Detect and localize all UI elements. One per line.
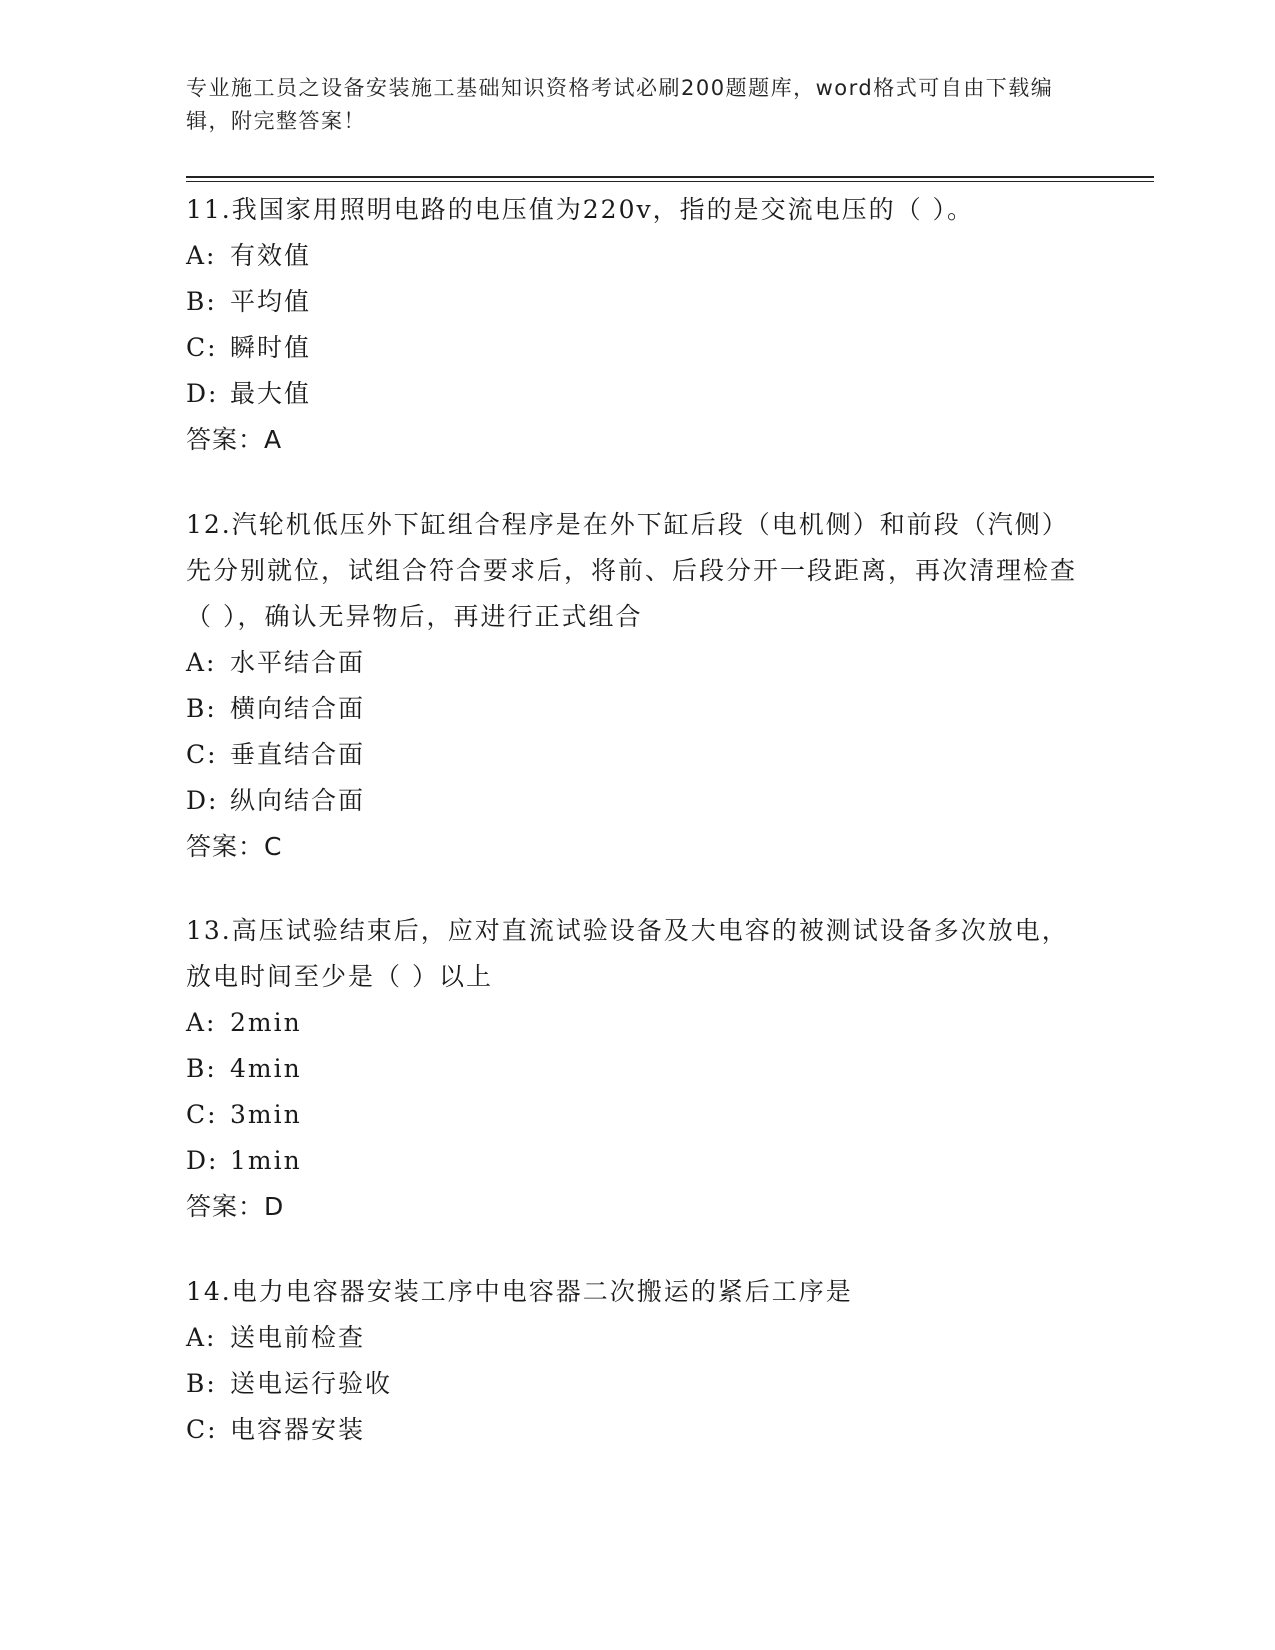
question-stem: 12.汽轮机低压外下缸组合程序是在外下缸后段（电机侧）和前段（汽侧）先分别就位，试组合符合要求后，将前、后段分开一段距离，再次清理检查（ ），确认无异物后，再进行正式组合 bbox=[186, 510, 1078, 631]
option-letter: C: bbox=[186, 1100, 218, 1129]
option-d bbox=[186, 1138, 1086, 1184]
option-letter: A: bbox=[186, 241, 217, 270]
question-stem: 14.电力电容器安装工序中电容器二次搬运的紧后工序是 bbox=[186, 1277, 853, 1306]
option-b bbox=[186, 1046, 1086, 1092]
option-letter: D: bbox=[186, 1146, 219, 1175]
option-text: 有效值 bbox=[230, 241, 312, 270]
option-text: 电容器安装 bbox=[230, 1415, 366, 1444]
option-c bbox=[186, 325, 1086, 371]
question-11 bbox=[186, 187, 1086, 463]
option-letter: C: bbox=[186, 333, 218, 362]
option-text: 3min bbox=[230, 1100, 302, 1129]
option-a bbox=[186, 1000, 1086, 1046]
option-letter: B: bbox=[186, 1054, 217, 1083]
option-c bbox=[186, 1092, 1086, 1138]
answer-label: 答案：C bbox=[186, 832, 283, 861]
header-divider-thick bbox=[186, 176, 1154, 178]
option-letter: A: bbox=[186, 648, 217, 677]
option-letter: B: bbox=[186, 287, 217, 316]
option-text: 垂直结合面 bbox=[230, 740, 366, 769]
option-text: 4min bbox=[230, 1054, 302, 1083]
option-a bbox=[186, 1315, 1086, 1361]
option-letter: C: bbox=[186, 740, 218, 769]
option-b bbox=[186, 279, 1086, 325]
option-c bbox=[186, 1407, 1086, 1453]
option-text: 最大值 bbox=[230, 379, 312, 408]
option-b bbox=[186, 686, 1086, 732]
option-b bbox=[186, 1361, 1086, 1407]
option-text: 平均值 bbox=[230, 287, 312, 316]
option-a bbox=[186, 640, 1086, 686]
option-text: 横向结合面 bbox=[230, 694, 366, 723]
answer-label: 答案：D bbox=[186, 1192, 285, 1221]
header-divider-thin bbox=[186, 181, 1154, 182]
option-letter: A: bbox=[186, 1008, 217, 1037]
option-c bbox=[186, 732, 1086, 778]
option-text: 送电前检查 bbox=[230, 1323, 366, 1352]
option-text: 水平结合面 bbox=[230, 648, 366, 677]
question-12 bbox=[186, 502, 1086, 870]
option-letter: C: bbox=[186, 1415, 218, 1444]
option-text: 纵向结合面 bbox=[230, 786, 366, 815]
option-letter: D: bbox=[186, 786, 219, 815]
option-text: 送电运行验收 bbox=[230, 1369, 393, 1398]
option-letter: D: bbox=[186, 379, 219, 408]
answer-label: 答案：A bbox=[186, 425, 283, 454]
option-letter: B: bbox=[186, 1369, 217, 1398]
option-text: 1min bbox=[230, 1146, 302, 1175]
question-stem: 13.高压试验结束后，应对直流试验设备及大电容的被测试设备多次放电，放电时间至少是（ ）以上 bbox=[186, 916, 1069, 991]
option-text: 瞬时值 bbox=[230, 333, 312, 362]
option-d bbox=[186, 778, 1086, 824]
option-text: 2min bbox=[230, 1008, 302, 1037]
option-letter: A: bbox=[186, 1323, 217, 1352]
option-d bbox=[186, 371, 1086, 417]
question-stem: 11.我国家用照明电路的电压值为220v，指的是交流电压的（ ）。 bbox=[186, 195, 975, 224]
document-header: 专业施工员之设备安装施工基础知识资格考试必刷200题题库，word格式可自由下载编辑，附完整答案！ bbox=[186, 76, 1054, 133]
question-14 bbox=[186, 1269, 1086, 1453]
option-a bbox=[186, 233, 1086, 279]
question-13 bbox=[186, 908, 1086, 1230]
option-letter: B: bbox=[186, 694, 217, 723]
